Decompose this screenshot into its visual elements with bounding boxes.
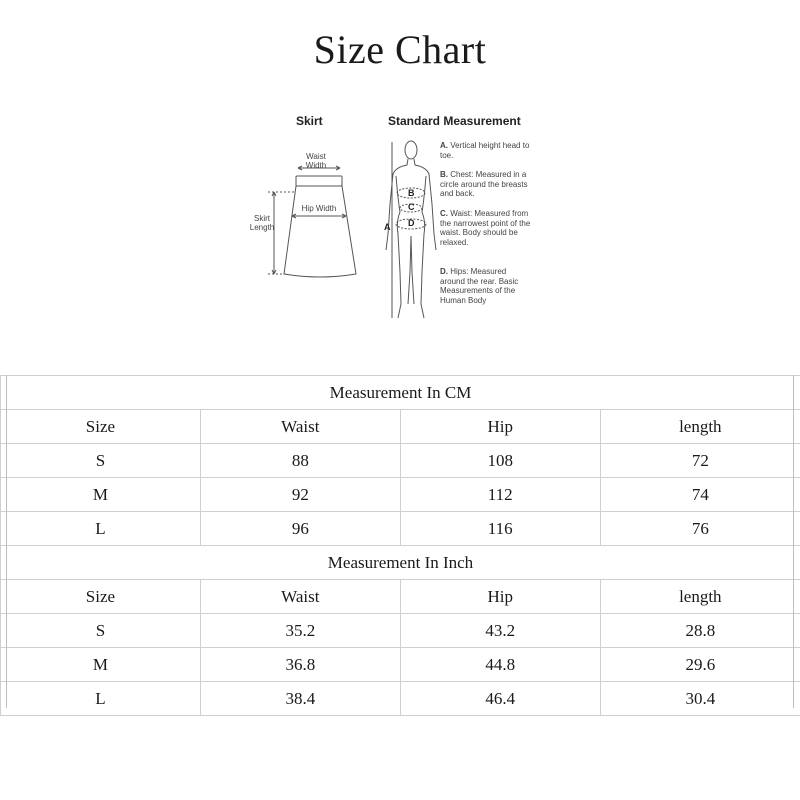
cell-length: 30.4 (600, 682, 800, 716)
note-b: B. Chest: Measured in a circle around the breasts and back. (440, 170, 528, 199)
cell-hip: 108 (400, 444, 600, 478)
size-table (0, 375, 800, 716)
header-length: length (600, 580, 800, 614)
cell-waist: 36.8 (200, 648, 400, 682)
cell-size: S (1, 444, 201, 478)
size-tables (0, 375, 800, 716)
skirt-length-label: Skirt Length (249, 214, 275, 232)
cell-hip: 43.2 (400, 614, 600, 648)
table-header-row (1, 410, 800, 444)
cell-length: 74 (600, 478, 800, 512)
table-row (1, 682, 800, 716)
cell-waist: 35.2 (200, 614, 400, 648)
cell-length: 29.6 (600, 648, 800, 682)
cm-table-caption: Measurement In CM (1, 376, 800, 410)
header-length: length (600, 410, 800, 444)
measurement-diagram (238, 104, 568, 334)
standard-heading: Standard Measurement (388, 114, 521, 128)
cell-hip: 44.8 (400, 648, 600, 682)
table-row (1, 512, 800, 546)
table-right-edge (793, 375, 800, 708)
table-row (1, 648, 800, 682)
cell-hip: 116 (400, 512, 600, 546)
body-illustration (386, 141, 436, 318)
header-hip: Hip (400, 580, 600, 614)
table-caption-row (1, 546, 800, 580)
inch-table-caption: Measurement In Inch (1, 546, 800, 580)
table-left-edge (6, 375, 7, 708)
cell-waist: 92 (200, 478, 400, 512)
cell-size: S (1, 614, 201, 648)
table-caption-row (1, 376, 800, 410)
note-d: D. Hips: Measured around the rear. Basic Measurements of the Human Body (440, 267, 519, 305)
header-hip: Hip (400, 410, 600, 444)
note-a: A. Vertical height head to toe. (440, 141, 530, 160)
table-row (1, 478, 800, 512)
cell-waist: 88 (200, 444, 400, 478)
cell-hip: 46.4 (400, 682, 600, 716)
header-size: Size (1, 410, 201, 444)
table-row (1, 614, 800, 648)
cell-size: L (1, 682, 201, 716)
marker-b: B (408, 188, 415, 198)
header-waist: Waist (200, 580, 400, 614)
cell-size: M (1, 648, 201, 682)
table-header-row (1, 580, 800, 614)
page-title: Size Chart (313, 27, 487, 72)
header-size: Size (1, 580, 201, 614)
cell-waist: 38.4 (200, 682, 400, 716)
cell-hip: 112 (400, 478, 600, 512)
waist-width-label: Waist Width (305, 152, 327, 170)
cell-length: 28.8 (600, 614, 800, 648)
header-waist: Waist (200, 410, 400, 444)
hip-width-label: Hip Width (301, 204, 337, 213)
marker-a: A (384, 222, 391, 232)
note-c: C. Waist: Measured from the narrowest point of the waist. Body should be relaxed. (440, 209, 531, 247)
cell-size: M (1, 478, 201, 512)
cell-length: 72 (600, 444, 800, 478)
cell-waist: 96 (200, 512, 400, 546)
table-row (1, 444, 800, 478)
marker-d: D (408, 218, 415, 228)
cell-length: 76 (600, 512, 800, 546)
skirt-heading: Skirt (296, 114, 323, 128)
marker-c: C (408, 202, 415, 212)
cell-size: L (1, 512, 201, 546)
